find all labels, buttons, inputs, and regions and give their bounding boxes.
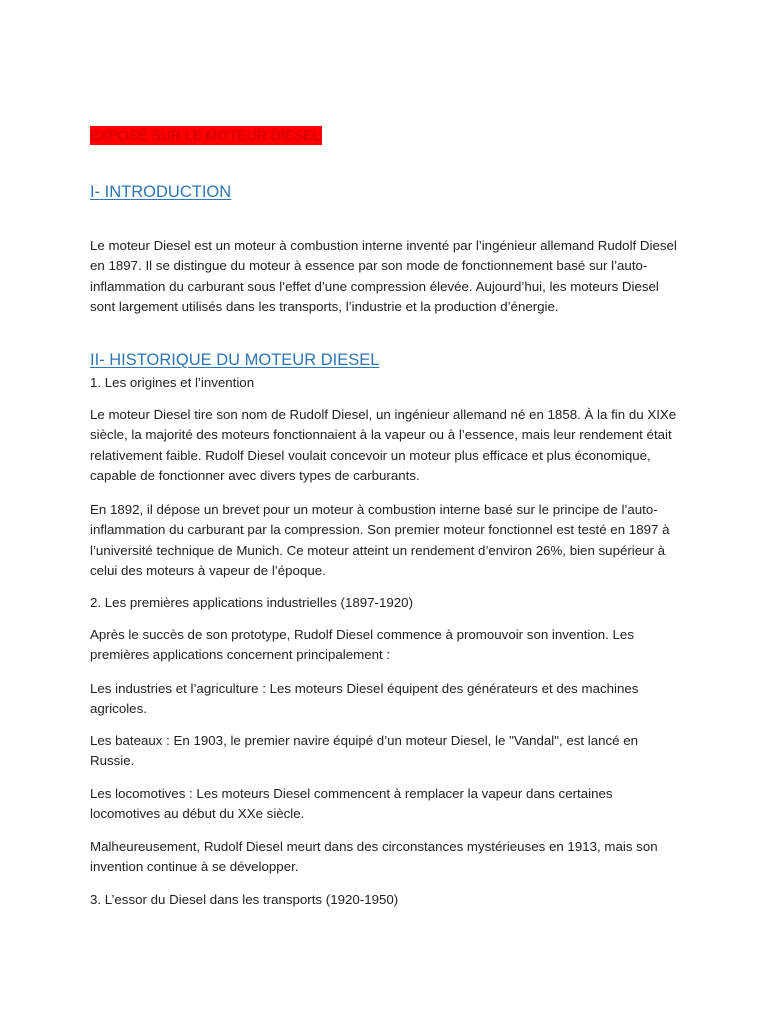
paragraph-brevet-1892: En 1892, il dépose un brevet pour un moteur à combustion interne basé sur le principe de l’auto-inflammation du carburant par la compression. Son premier moteur fonctionnel est testé en 1897 à l’université technique de Munich. Ce moteur atteint un rendement d’environ 26%, bien supérieur à celui des moteurs à vapeur de l’époque.: [90, 502, 670, 578]
section-heading-historique: II- HISTORIQUE DU MOTEUR DIESEL: [90, 351, 380, 369]
paragraph-promotion: Après le succès de son prototype, Rudolf Diesel commence à promouvoir son invention. Les premières applications concernent principalement :: [90, 627, 634, 663]
paragraph-mort-diesel: Malheureusement, Rudolf Diesel meurt dans des circonstances mystérieuses en 1913, mais son invention continue à se développer.: [90, 839, 658, 875]
subheading-premieres-applications: 2. Les premières applications industrielles (1897-1920): [90, 595, 413, 610]
section-heading-introduction: I- INTRODUCTION: [90, 183, 232, 201]
paragraph-locomotives: Les locomotives : Les moteurs Diesel commencent à remplacer la vapeur dans certaines locomotives au début du XXe siècle.: [90, 786, 613, 822]
document-title: EXPOSÉ SUR LE MOTEUR DIESEL: [90, 127, 321, 143]
paragraph-bateaux: Les bateaux : En 1903, le premier navire équipé d’un moteur Diesel, le "Vandal", est lancé en Russie.: [90, 733, 639, 769]
paragraph-rudolf-diesel: Le moteur Diesel tire son nom de Rudolf Diesel, un ingénieur allemand né en 1858. À la fin du XIXe siècle, la majorité des moteurs fonctionnaient à la vapeur ou à l’essence, mais leur rendement était relativement faible. Rudolf Diesel voulait concevoir un moteur plus efficace et plus économique, capable de fonctionner avec divers types de carburants.: [90, 407, 677, 483]
intro-paragraph: Le moteur Diesel est un moteur à combustion interne inventé par l’ingénieur allemand Rudolf Diesel en 1897. Il se distingue du moteur à essence par son mode de fonctionnement basé sur l’auto-inflammation du carburant sous l’effet d’une compression élevée. Aujourd’hui, les moteurs Diesel sont largement utilisés dans les transports, l’industrie et la production d’énergie.: [90, 238, 677, 314]
subheading-origines: 1. Les origines et l’invention: [90, 375, 255, 390]
paragraph-industries: Les industries et l’agriculture : Les moteurs Diesel équipent des générateurs et des machines agricoles.: [90, 681, 639, 717]
subheading-essor-transports: 3. L’essor du Diesel dans les transports (1920-1950): [90, 892, 399, 907]
